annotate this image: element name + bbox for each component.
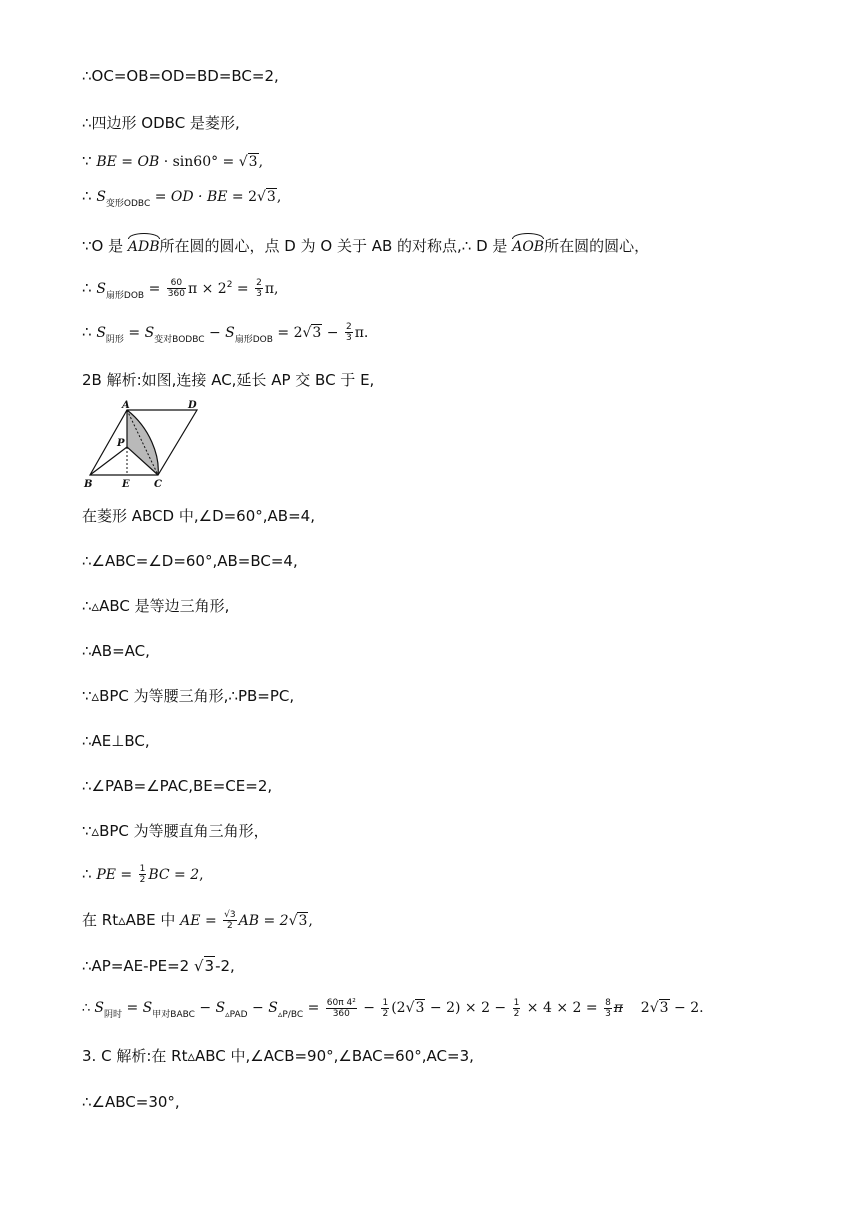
therefore-symbol: ∴ [82,1001,91,1016]
fraction: $\frac{\text{60π 4²}}{360}$ [326,998,356,1019]
formula-term: AB = 2 [238,913,289,929]
text-line: ∴∠ABC=30°, [82,1093,180,1111]
because-symbol: ∵ [82,152,92,170]
fraction: $\frac{√3}{2}$ [224,910,236,931]
therefore-symbol: ∴ [82,187,92,205]
formula-line: 在 Rt▵ABE 中 AE = $\frac{√3}{2}$ AB = 2√3, [82,910,313,931]
label-b: B [84,479,93,490]
formula-term: (2 [391,1000,406,1016]
formula-term: S [96,189,106,205]
formula-term: − 2. [669,1000,704,1016]
text-line: ∵▵BPC 为等腰直角三角形， [82,822,269,840]
formula-term: S [142,1000,153,1016]
subscript: 变形ODBC [105,199,151,209]
formula-term: , [258,154,264,170]
text-line: 3. C 解析:在 Rt▵ABC 中,∠ACB=90°,∠BAC=60°,AC=3, [82,1047,474,1065]
fraction: $\frac{1}{2}$ [139,864,146,885]
formula-term: = [218,154,239,170]
text-line: ∴▵ABC 是等边三角形, [82,597,230,615]
formula-term: = [150,189,171,205]
text-run: 所在圆的圆心， [544,237,650,255]
sqrt-radicand: 3 [312,325,322,341]
formula-term: − [358,1000,380,1016]
formula-term: π [613,1000,623,1016]
formula-term: = [123,325,145,341]
formula-term: S [96,325,106,341]
text-line: ∵▵BPC 为等腰三角形,∴PB=PC, [82,687,295,705]
formula-term: S [215,1000,226,1016]
label-p: P [117,438,125,449]
formula-line [82,278,278,301]
formula-term: , [276,189,282,205]
subscript: 甲对BABC [152,1010,195,1020]
label-a: A [122,400,130,411]
fraction: $\frac{2}{3}$ [256,278,262,299]
formula-term: AE [180,913,201,929]
fraction: $\frac{60}{360}$ [167,278,185,299]
formula-term: π, [264,281,279,297]
superscript: 2 [226,280,233,290]
text-line: 在菱形 ABCD 中,∠D=60°,AB=4, [82,507,315,525]
formula-term: · [159,154,173,170]
text-run: ∵O 是 [82,237,128,255]
formula-term: = 2 [272,325,303,341]
formula-term: 2 [623,1000,650,1016]
text-line: ∴∠ABC=∠D=60°,AB=BC=4, [82,552,298,570]
subscript: ▵PAD [225,1010,248,1020]
text-run: -2, [215,957,235,975]
text-run: ∴AP=AE-PE=2 [82,957,194,975]
sqrt-radicand: 3 [659,1000,669,1016]
formula-term: × 4 × 2 = [522,1000,603,1016]
subscript: 变对BODBC [154,335,205,345]
formula-term: S [268,1000,278,1016]
formula-term: S [94,1000,105,1016]
fraction: $\frac{8}{3}$ [605,998,611,1019]
label-c: C [154,479,162,490]
formula-term: OB [137,154,160,170]
text-line: ∴AP=AE-PE=2 √3-2, [82,957,235,975]
sqrt-radicand: 3 [415,1000,425,1016]
formula-term: = [232,281,254,297]
subscript: ▵P/BC [277,1010,304,1020]
formula-term: , [308,913,313,929]
therefore-symbol: ∴ [82,279,92,297]
formula-term: BC = 2 [148,867,200,883]
formula-term: π × 2 [187,281,227,297]
sqrt-radicand: 3 [266,189,276,205]
therefore-symbol: ∴ [82,865,92,883]
fraction: $\frac{1}{2}$ [382,998,389,1019]
text-run: 在 Rt▵ABE 中 [82,911,181,929]
formula-term: − [204,325,226,341]
formula-term: S [225,325,235,341]
label-e: E [122,479,130,490]
formula-line: ∴ $S_{阴形} = S_{变对BODBC} - S_{扇形DOB} = 2√3$ − $\frac{2}{3}$ π. [82,322,369,345]
formula-term: S [96,281,106,297]
formula-term: = [200,913,222,929]
fraction: $\frac{1}{2}$ [513,998,520,1019]
rhombus-figure [82,398,222,490]
formula-term: PE [96,867,116,883]
text-line: 2B 解析:如图,连接 AC,延长 AP 交 BC 于 E, [82,371,375,389]
formula-line: ∴ $S_{阴时} = S_{甲对BABC} - S_{▵PAD} - S_{▵P/BC}$ = $\frac{\text{60π 4²}}{360}$ − $\frac{1}{2}$ (2√3 − 2) × 2 − $\frac{1}{2}$ × 4 × 2 = $\frac{8}{3}$ π 2√3 − 2. [82,998,704,1020]
segment-bp [90,447,127,475]
formula-term: BE [96,154,117,170]
text-run: 所在圆的圆心，点 D 为 O 关于 AB 的对称点,∴ D 是 [159,237,513,255]
formula-term: S [144,325,155,341]
formula-line: ∵ BE = OB · sin60° = √3, [82,152,264,170]
formula-term: − [194,1000,216,1016]
formula-term: = [144,281,165,297]
formula-term: = 2 [227,189,257,205]
formula-term: = [116,154,138,170]
subscript: 阴时 [104,1010,123,1020]
label-d: D [188,400,197,411]
formula-term: − [322,325,343,341]
formula-term: − [247,1000,269,1016]
text-line: ∴AE⊥BC, [82,732,150,750]
formula-term: = [122,1000,143,1016]
subscript: 扇形DOB [234,335,273,345]
arc-label: ADB [127,239,160,255]
sqrt-radicand: 3 [298,913,308,929]
formula-line [82,864,204,885]
sqrt-radicand: 3 [204,957,215,975]
formula-term: = [115,867,137,883]
formula-term: OD · BE [170,189,228,205]
sqrt-radicand: 3 [248,154,258,170]
subscript: 阴形 [105,335,124,345]
therefore-symbol: ∴ [82,323,92,341]
fraction: $\frac{2}{3}$ [345,322,352,343]
formula-line: ∴ $S_{变形ODBC}$ = OD · BE = 2√3, [82,187,282,209]
text-line: ∴OC=OB=OD=BD=BC=2, [82,67,279,85]
formula-term: π. [354,325,369,341]
formula-term: − 2) × 2 − [425,1000,511,1016]
text-line: ∴∠PAB=∠PAC,BE=CE=2, [82,777,273,795]
text-line: ∴AB=AC, [82,642,150,660]
formula-term: sin60° [172,154,219,170]
formula-term: = [303,1000,324,1016]
text-line: ∴四边形 ODBC 是菱形, [82,114,240,132]
formula-term: , [199,867,204,883]
subscript: 扇形DOB [105,291,145,301]
text-line [82,236,649,257]
arc-label: AOB [512,239,545,255]
